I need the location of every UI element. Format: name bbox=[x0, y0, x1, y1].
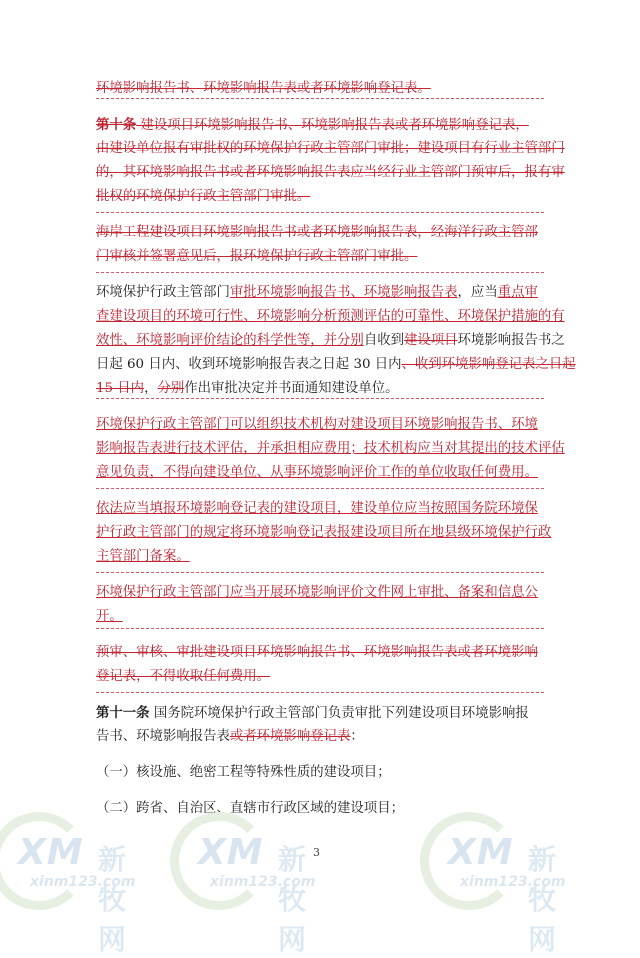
text-segment: 日起 60 日内、收到环境影响报告表之日起 30 日内 bbox=[96, 357, 402, 372]
text-line bbox=[96, 524, 556, 542]
dashed-separator bbox=[96, 488, 544, 489]
dashed-separator bbox=[96, 692, 544, 693]
inserted-text: 意见负责，不得向建设单位、从事环境影响评价工作的单位收取任何费用。 bbox=[96, 465, 538, 480]
text-segment: 作出审批决定并书面通知建设单位。 bbox=[184, 381, 399, 396]
text-line bbox=[96, 644, 556, 662]
text-line bbox=[96, 224, 556, 242]
text-segment: 告书、环境影响报告表 bbox=[96, 729, 230, 744]
text-line bbox=[96, 608, 556, 626]
text-line bbox=[96, 164, 565, 182]
text-segment: 环境影响报告书之 bbox=[457, 333, 565, 348]
text-line bbox=[96, 584, 556, 602]
text-line bbox=[96, 704, 556, 723]
text-line bbox=[96, 464, 556, 482]
deleted-text: 或者环境影响登记表 bbox=[229, 729, 351, 744]
deleted-text: 分别 bbox=[157, 381, 185, 396]
text-line bbox=[96, 500, 556, 518]
text-line bbox=[96, 80, 556, 98]
deleted-text: 由建设单位报有审批权的环境保护行政主管部门审批；建设项目有行业主管部门 bbox=[96, 141, 565, 156]
dashed-separator bbox=[96, 98, 544, 99]
inserted-text: 影响报告表进行技术评估，并承担相应费用；技术机构应当对其提出的技术评估 bbox=[96, 441, 565, 456]
text-segment: 自收到 bbox=[363, 333, 404, 348]
deleted-text: 海岸工程建设项目环境影响报告书或者环境影响报告表，经海洋行政主管部 bbox=[96, 225, 538, 240]
deleted-text: 建设项目环境影响报告书、环境影响报告表或者环境影响登记表， bbox=[136, 118, 529, 133]
deleted-text: 预审、审核、审批建设项目环境影响报告书、环境影响报告表或者环境影响 bbox=[96, 645, 538, 660]
inserted-text: 环境保护行政主管部门应当开展环境影响评价文件网上审批、备案和信息公 bbox=[96, 585, 538, 600]
text-line bbox=[96, 140, 565, 158]
deleted-text: 15 日内 bbox=[96, 381, 145, 396]
deleted-text: 门审核并签署意见后，报环境保护行政主管部门审批。 bbox=[96, 249, 418, 264]
inserted-text: 主管部门备案。 bbox=[96, 549, 190, 564]
dashed-separator bbox=[96, 272, 544, 273]
inserted-text: 护行政主管部门的规定将环境影响登记表报建设项目所在地县级环境保护行政 bbox=[96, 525, 552, 540]
deleted-text: 环境影响报告书、环境影响报告表或者环境影响登记表。 bbox=[96, 81, 431, 96]
text-segment: （一）核设施、绝密工程等特殊性质的建设项目； bbox=[96, 765, 391, 780]
text-line bbox=[96, 332, 565, 350]
dashed-separator bbox=[96, 398, 544, 399]
text-segment: 环境保护行政主管部门 bbox=[96, 285, 230, 300]
text-segment: ， bbox=[144, 381, 158, 396]
text-line bbox=[96, 668, 556, 686]
deleted-text: 建设项目 bbox=[403, 333, 458, 348]
text-line bbox=[96, 308, 565, 326]
inserted-text: 开。 bbox=[96, 609, 123, 624]
text-line bbox=[96, 116, 556, 135]
text-line bbox=[96, 188, 556, 206]
dashed-separator bbox=[96, 628, 544, 629]
deleted-text: 、收到环境影响登记表之日起 bbox=[401, 357, 576, 372]
inserted-text: 查建设项目的环境可行性、环境影响分析预测评估的可靠性、环境保护措施的有 bbox=[96, 309, 565, 324]
text-segment: ： bbox=[350, 729, 364, 744]
text-line bbox=[96, 728, 556, 746]
text-line bbox=[96, 284, 556, 302]
text-segment: 第十一条 bbox=[96, 705, 150, 721]
dashed-separator bbox=[96, 212, 544, 213]
page-number: 3 bbox=[313, 846, 320, 859]
deleted-text: 第十条 bbox=[96, 117, 137, 133]
inserted-text: 依法应当填报环境影响登记表的建设项目，建设单位应当按照国务院环境保 bbox=[96, 501, 538, 516]
text-segment: ，应当 bbox=[457, 285, 498, 300]
deleted-text: 登记表，不得收取任何费用。 bbox=[96, 669, 271, 684]
document-page: 环境影响报告书、环境影响报告表或者环境影响登记表。 第十条 建设项目环境影响报告书、环境影响报告表或者环境影响登记表， 由建设单位报有审批权的环境保护行政主管部门审批；建设项目有行业主管部门 的，其环境影响报告书或者环境影响报告表应当经行业主管部门预审后，报有审 批权的环境保护行政主管部门审批。 海岸工程建设项目环境影响报告书或者环境影响报告表，经海洋行政主管部 门审核并签署意见后，报环境保护行政主管部门审批。 环境保护行政主管部门审批环境影响报告书、环境影响报告表，应当重点审 查建设项目的环境可行性、环境影响分析预测评估的可靠性、环境保护措施的有 效性、环境影响评价结论的科学性等，并分别自收到建设项目环境影响报告书之 日起 60 日内、收到环境影响报告表之日起 30 日内、收到环境影响登记表之日起 15 日内，分别作出审批决定并书面通知建设单位。 环境保护行政主管部门可以组织技术机构对建设项目环境影响报告书、环境 影响报告表进行技术评估，并承担相应费用；技术机构应当对其提出的技术评估 意见负责，不得向建设单位、从事环境影响评价工作的单位收取任何费用。 依法应当填报环境影响登记表的建设项目，建设单位应当按照国务院环境保 护行政主管部门的规定将环境影响登记表报建设项目所在地县级环境保护行政 主管部门备案。 环境保护行政主管部门应当开展环境影响评价文件网上审批、备案和信息公 开。 预审、审核、审批建设项目环境影响报告书、环境影响报告表或者环境影响 登记表，不得收取任何费用。 第十一条 国务院环境保护行政主管部门负责审批下列建设项目环境影响报 告书、环境影响报告表或者环境影响登记表： （一）核设施、绝密工程等特殊性质的建设项目； （二）跨省、自治区、直辖市行政区域的建设项目； 3 XM 新牧网 xinm123.com XM 新牧网 xinm123.com XM 新牧网 xinm123.com bbox=[0, 0, 640, 905]
text-segment: （二）跨省、自治区、直辖市行政区域的建设项目； bbox=[96, 801, 404, 816]
text-line bbox=[96, 356, 576, 374]
dashed-separator bbox=[96, 572, 544, 573]
text-line bbox=[96, 416, 556, 434]
inserted-text: 环境保护行政主管部门可以组织技术机构对建设项目环境影响报告书、环境 bbox=[96, 417, 538, 432]
text-line bbox=[96, 548, 556, 566]
text-line bbox=[96, 380, 556, 398]
inserted-text: 效性、环境影响评价结论的科学性等，并分别 bbox=[96, 333, 364, 348]
inserted-text: 重点审 bbox=[497, 285, 538, 300]
text-segment: 国务院环境保护行政主管部门负责审批下列建设项目环境影响报 bbox=[149, 706, 529, 721]
inserted-text: 审批环境影响报告书、环境影响报告表 bbox=[229, 285, 458, 300]
text-line bbox=[96, 440, 565, 458]
text-line bbox=[96, 764, 556, 782]
text-line bbox=[96, 248, 556, 266]
deleted-text: 的，其环境影响报告书或者环境影响报告表应当经行业主管部门预审后，报有审 bbox=[96, 165, 565, 180]
deleted-text: 批权的环境保护行政主管部门审批。 bbox=[96, 189, 311, 204]
